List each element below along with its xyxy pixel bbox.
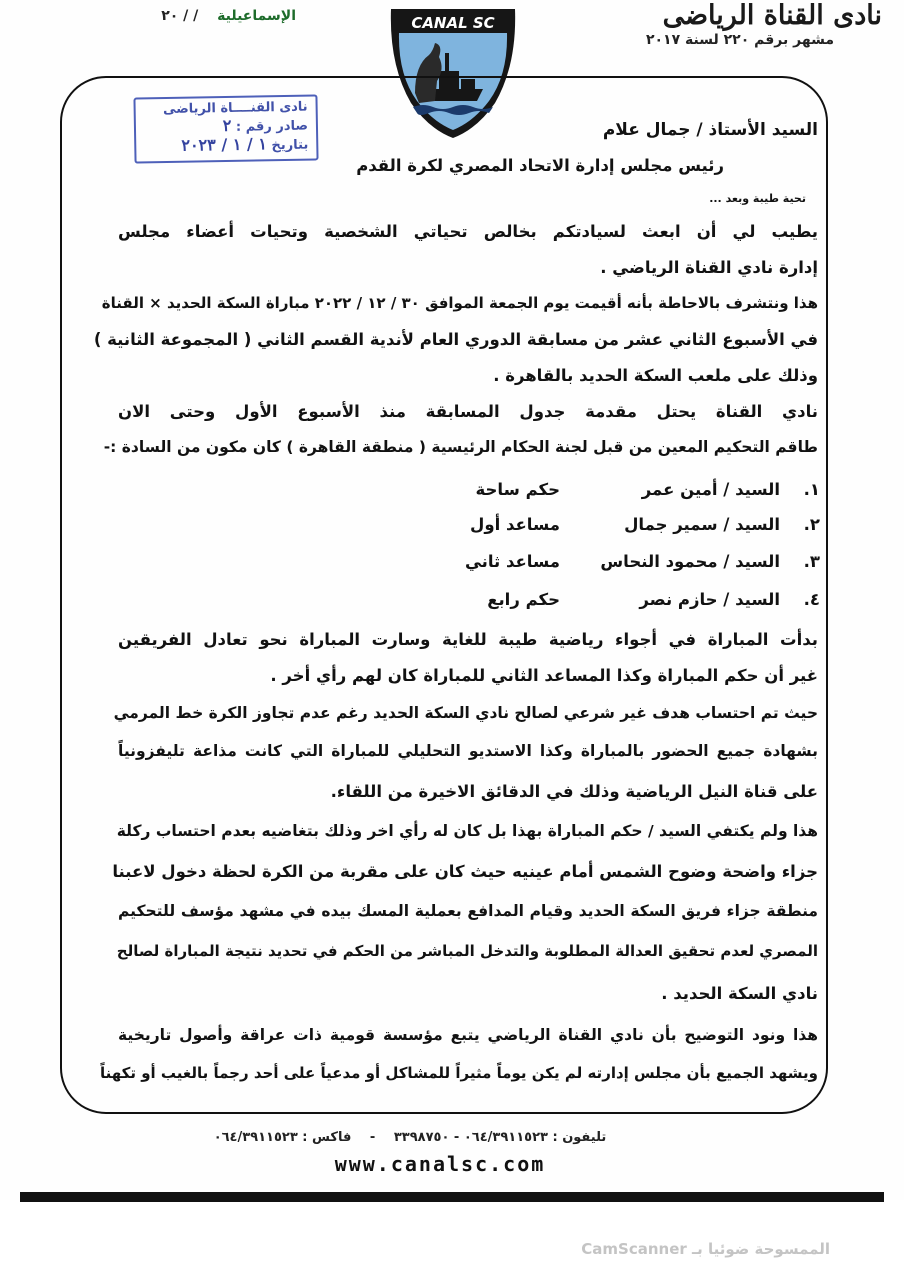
date-slots: / / ٢٠ xyxy=(161,8,199,24)
referee-name: السيد / أمين عمر xyxy=(641,480,780,499)
body-line-3: هذا ونتشرف بالاحاطة بأنه أقيمت يوم الجمعة الموافق ٣٠ / ١٢ / ٢٠٢٢ مباراة السكة الحديد × القناة xyxy=(101,294,818,312)
referee-row xyxy=(420,480,820,504)
salutation: السيد الأستاذ / جمال علام xyxy=(602,120,818,140)
body-line-18: هذا ونود التوضيح بأن نادي القناة الرياضي يتبع مؤسسة قومية ذات عراقة وأصول تاريخية xyxy=(118,1026,818,1044)
referee-name: السيد / حازم نصر xyxy=(639,590,780,609)
body-line-5: وذلك على ملعب السكة الحديد بالقاهرة . xyxy=(493,366,818,385)
body-line-1: يطيب لي أن ابعث لسيادتكم بخالص تحياتي الشخصية وتحيات أعضاء مجلس xyxy=(118,222,818,241)
referee-number: ٣. xyxy=(803,552,820,571)
scan-edge xyxy=(20,1192,884,1202)
contact-separator: - xyxy=(369,1130,376,1145)
referee-role: مساعد أول xyxy=(470,515,560,534)
stamp-date-label: بتاريخ xyxy=(271,137,309,154)
fax-number: فاكس : ٠٦٤/٣٩١١٥٢٣ xyxy=(213,1130,352,1145)
referee-number: ١. xyxy=(803,480,820,499)
body-line-15: منطقة جزاء فريق السكة الحديد وقيام المدافع بعملية المسك بيده في مشهد مؤسف للتحكيم xyxy=(118,902,818,920)
stamp-date-value: ١ / ١ / ٢٠٢٣ xyxy=(181,134,268,155)
body-line-10: حيث تم احتساب هدف غير شرعي لصالح نادي السكة الحديد رغم عدم تجاوز الكرة خط المرمي xyxy=(113,704,818,722)
body-line-4: في الأسبوع الثاني عشر من مسابقة الدوري العام لأندية القسم الثاني ( المجموعة الثانية ) xyxy=(93,330,818,349)
stamp-number-value: ٢ xyxy=(222,115,232,136)
referee-row xyxy=(420,552,820,576)
referee-role: حكم رابع xyxy=(487,590,560,609)
recipient: رئيس مجلس إدارة الاتحاد المصري لكرة القدم xyxy=(356,156,724,175)
referee-number: ٤. xyxy=(803,590,820,609)
body-line-17: نادي السكة الحديد . xyxy=(661,984,818,1003)
referee-role: حكم ساحة xyxy=(475,480,560,499)
registration-number: مشهر برقم ٢٢٠ لسنة ٢٠١٧ xyxy=(645,32,834,48)
club-name: نادى القناة الرياضى xyxy=(662,0,882,31)
greeting: تحية طيبة وبعد ... xyxy=(709,192,806,205)
referee-name: السيد / محمود النحاس xyxy=(600,552,780,571)
referee-name: السيد / سمير جمال xyxy=(624,515,780,534)
contact-info xyxy=(160,1130,660,1145)
body-line-14: جزاء واضحة وضوح الشمس أمام عينيه حيث كان على مقربة من الكرة لحظة دخول لاعبنا xyxy=(112,862,818,881)
body-line-11: بشهادة جميع الحضور بالمباراة وكذا الاستديو التحليلي للمباراة التي كانت مذاعة تليفزونياً xyxy=(118,742,818,760)
stamp-org: نادى القنــــاة الرياضى xyxy=(162,99,308,118)
logo-text: CANAL SC xyxy=(411,14,495,32)
referee-row xyxy=(420,590,820,614)
phone-numbers: تليفون : ٠٦٤/٣٩١١٥٢٣ - ٣٣٩٨٧٥٠ xyxy=(393,1130,607,1145)
body-line-16: المصري لعدم تحقيق العدالة المطلوبة والتدخل المباشر من الحكم في تحديد نتيجة المباراة لصالح xyxy=(116,942,818,960)
body-line-9: غير أن حكم المباراة وكذا المساعد الثاني للمباراة كان لهم رأي أخر . xyxy=(270,666,818,685)
body-line-19: ويشهد الجميع بأن مجلس إدارته لم يكن يوماً مثيراً للمشاكل أو مدعياً على أحد رجماً بالغيب أو تكهناً xyxy=(99,1064,818,1082)
stamp-number-label: صادر رقم : xyxy=(235,118,309,135)
camscanner-watermark: الممسوحة ضوئيا بـ CamScanner xyxy=(581,1240,830,1258)
referee-row xyxy=(420,515,820,539)
referee-number: ٢. xyxy=(803,515,820,534)
body-line-12: على قناة النيل الرياضية وذلك في الدقائق الاخيرة من اللقاء. xyxy=(330,782,818,801)
referee-role: مساعد ثاني xyxy=(464,552,560,571)
body-line-6: نادي القناة يحتل مقدمة جدول المسابقة منذ الأسبوع الأول وحتى الان xyxy=(118,402,818,421)
body-line-13: هذا ولم يكتفي السيد / حكم المباراة بهذا بل كان له رأي اخر وذلك بتغاضيه بعدم احتساب ركلة xyxy=(116,822,818,840)
website-url: www.canalsc.com xyxy=(334,1152,546,1176)
body-line-8: بدأت المباراة في أجواء رياضية طيبة للغاية وسارت المباراة نحو تعادل الفريقين xyxy=(118,630,818,649)
city-name: الإسماعيلية xyxy=(217,8,296,24)
body-line-2: إدارة نادي القناة الرياضي . xyxy=(600,258,818,277)
body-line-7: طاقم التحكيم المعين من قبل لجنة الحكام الرئيسية ( منطقة القاهرة ) كان مكون من السادة :- xyxy=(103,438,818,456)
date-header xyxy=(86,8,296,24)
